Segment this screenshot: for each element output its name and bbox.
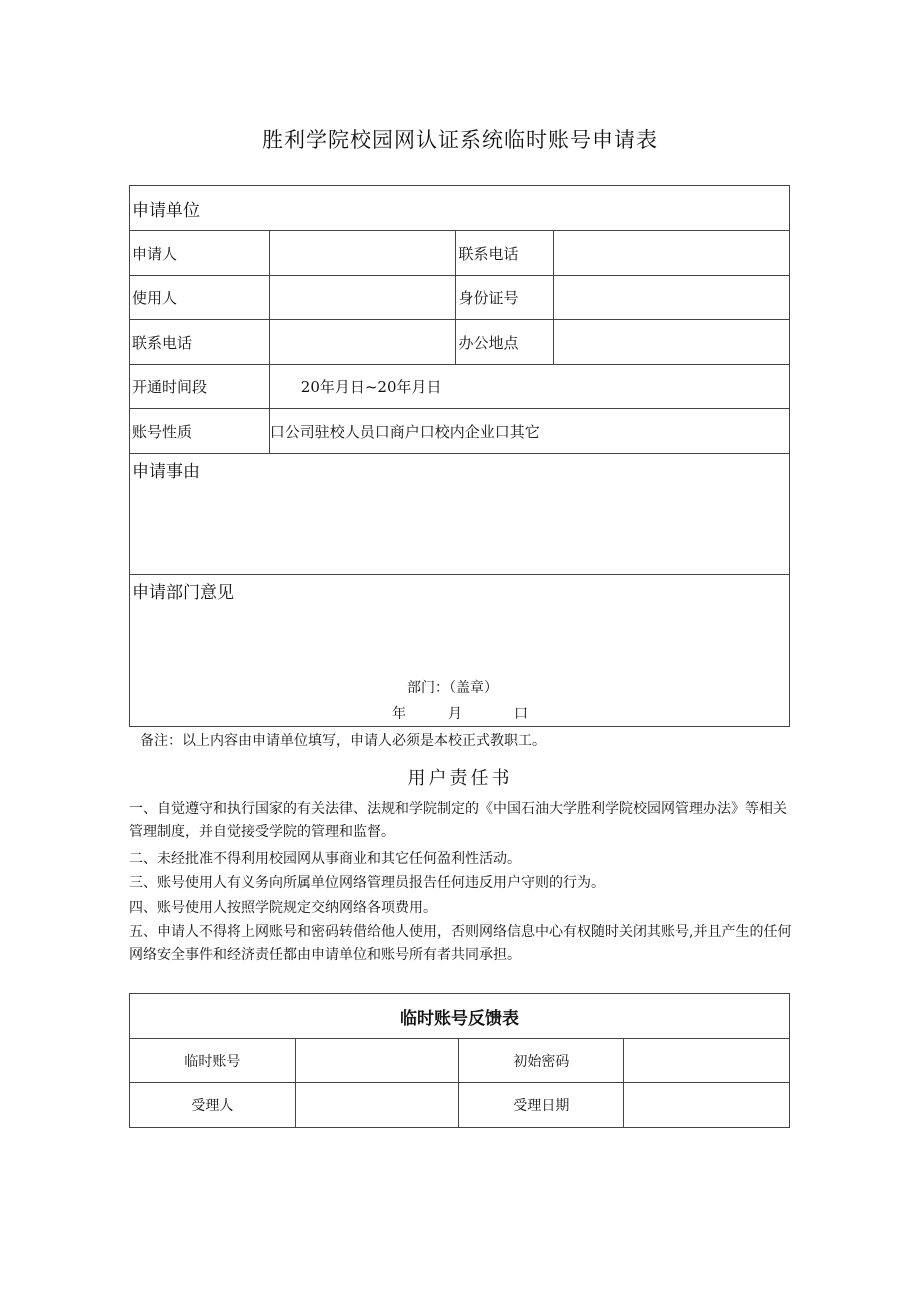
feedback-heading: 临时账号反馈表 [130,994,790,1039]
date-year: 年 [392,706,406,722]
reason-field[interactable] [130,454,790,575]
form-title: 胜利学院校园网认证系统临时账号申请表 [262,128,658,152]
handle-date-field[interactable] [624,1083,790,1128]
user-label: 使用人 [130,276,270,320]
id-number-label: 身份证号 [456,276,554,320]
period-label: 开通时间段 [130,365,270,409]
responsibility-item: 五、申请人不得将上网账号和密码转借给他人使用，否则网络信息中心有权随时关闭其账号,并且产生的任何网络安全事件和经济责任都由申请单位和账号所有者共同承担。 [129,924,792,963]
initial-password-field[interactable] [624,1039,790,1083]
responsibility-heading: 用户责任书 [407,768,513,789]
dept-opinion-label: 申请部门意见 [132,583,234,603]
temp-account-label: 临时账号 [130,1039,296,1083]
contact-phone-label: 联系电话 [130,320,270,365]
initial-password-label: 初始密码 [459,1039,624,1083]
responsibility-item: 三、账号使用人有义务向所属单位网络管理员报告任何违反用户守则的行为。 [129,875,605,891]
applicant-label: 申请人 [130,231,270,276]
handler-label: 受理人 [130,1083,296,1128]
reason-label: 申请事由 [132,462,200,482]
date-month: 月 [448,706,462,722]
account-type-options[interactable]: 口公司驻校人员口商户口校内企业口其它 [269,409,789,454]
responsibility-item: 二、未经批准不得利用校园网从事商业和其它任何盈利性活动。 [129,851,521,867]
handler-field[interactable] [295,1083,459,1128]
user-field[interactable] [269,276,456,320]
office-location-field[interactable] [554,320,790,365]
applicant-field[interactable] [269,231,456,276]
phone-label: 联系电话 [456,231,554,276]
applicant-unit-label: 申请单位 [130,186,790,231]
date-day: 口 [514,706,528,722]
temp-account-field[interactable] [295,1039,459,1083]
handle-date-label: 受理日期 [459,1083,624,1128]
dept-stamp-label: 部门：（盖章） [407,680,498,696]
account-type-label: 账号性质 [130,409,270,454]
phone-field[interactable] [554,231,790,276]
office-location-label: 办公地点 [456,320,554,365]
dept-opinion-field[interactable] [130,575,790,727]
contact-phone-field[interactable] [269,320,456,365]
id-number-field[interactable] [554,276,790,320]
responsibility-item: 一、自觉遵守和执行国家的有关法律、法规和学院制定的《中国石油大学胜利学院校园网管理办法》等相关管理制度，并自觉接受学院的管理和监督。 [129,801,787,840]
responsibility-item: 四、账号使用人按照学院规定交纳网络各项费用。 [129,900,437,916]
form-note: 备注：以上内容由申请单位填写，申请人必须是本校正式教职工。 [140,733,546,749]
period-value[interactable]: 20年月日~20年月日 [269,365,789,409]
application-form-table [129,185,790,727]
feedback-table [129,993,790,1128]
